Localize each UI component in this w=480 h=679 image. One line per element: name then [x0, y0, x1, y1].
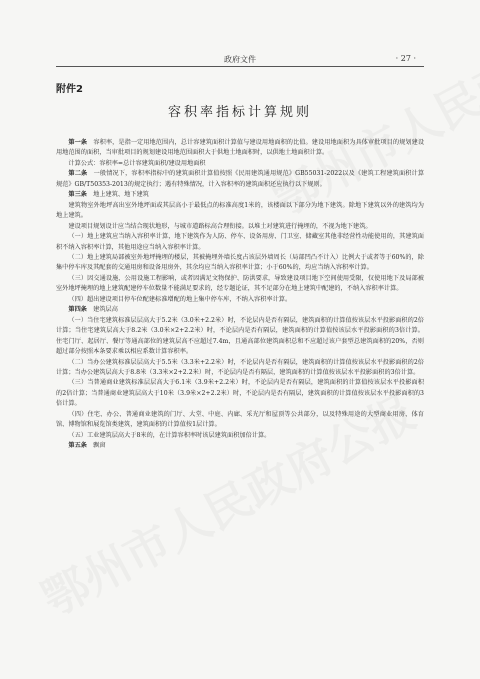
article-heading: 第二条	[68, 170, 88, 178]
body-paragraph	[56, 295, 424, 305]
body-paragraph	[56, 378, 424, 409]
article-heading: 第一条	[68, 139, 88, 146]
body-paragraph	[56, 305, 424, 315]
paragraph-text: （一）当住宅建筑标准层层高大于5.2米（3.0米+2.2米）时，不论层内是否有隔层，建筑面积的计算值按该层水平投影面积的2倍计算；当住宅建筑层高大于8.2米（3.0米×2+2.2米）时，不论层内是否有隔层，建筑面积的计算值按该层水平投影面积的3倍计算。住宅门厅、起居厅、餐厅等通高部位的建筑层高不应超过7.4m，且通高部位建筑面积总和不应超过该户套型总建筑面积的20%，否则超过部分按照本条要求乘以相应系数计算容积率。	[56, 316, 424, 356]
body-paragraph	[56, 138, 424, 159]
body-paragraph	[56, 169, 424, 190]
paragraph-text: （五）工业建筑层高大于8米的，在计算容积率时该层建筑面积加倍计算。	[68, 431, 271, 439]
body-paragraph	[56, 253, 424, 274]
body-paragraph	[56, 316, 424, 358]
paragraph-text: 飘窗	[93, 442, 106, 450]
appendix-label: 附件2	[56, 84, 83, 95]
body-paragraph	[56, 274, 424, 295]
body-paragraph	[56, 222, 424, 232]
header-divider	[56, 66, 424, 67]
paragraph-text: 建筑物室外地坪高出室外地坪面或其层高小于最低点的标准高度1米的，该楼面以下部分为地下建筑。除地下建筑以外的建筑均为地上建筑。	[56, 201, 424, 220]
body-paragraph	[56, 232, 424, 253]
paragraph-text: （一）地上建筑应当纳入容积率计算，地下建筑作为人防、停车、设备用房、门卫室、储藏室其他非经营性功能使用的，其建筑面积不纳入容积率计算，其他用途应当纳入容积率计算。	[56, 233, 424, 251]
paragraph-text: 容积率，是指一定用地范围内，总计容建筑面积计算值与建设用地面积的比值。建设用地面积为具体审批项目的规划建设用地范围的面积，当审批项目的规划建设用地范围面积大于供地土地面积时，以供地土地面积计算。	[56, 139, 425, 157]
body-paragraph	[56, 190, 424, 200]
running-header-title: 政府文件	[224, 55, 256, 64]
body-paragraph	[56, 201, 424, 222]
paragraph-text: （二）当办公建筑标准层层高大于5.5米（3.3米+2.2米）时，不论层内是否有隔层，建筑面积的计算值按该层水平投影面积的2倍计算；当办公建筑层高大于8.8米（3.3米×2+2.2米）时，不论层内是否有隔层，建筑面积的计算值按该层水平投影面积的3倍计算。	[56, 358, 424, 376]
paragraph-text: （三）因交通设施、公用设施工程影响，或者因满足文物保护、防洪要求，导致建设项目地下空间使用受限，仅使用地下及局部被室外地坪掩埋的地上建筑配建停车位数量不能满足要求的，经专题论证，其不足部分在地上建筑中配建的，不纳入容积率计算。	[56, 274, 424, 293]
paragraph-text: 建设项目规划设计应当结合现状地形，与城市道路标高合理衔接。以堆土对建筑进行掩埋的，不视为地下建筑。	[68, 222, 372, 230]
paragraph-text: （四）超出建设项目停车位配建标准增配的地上集中停车库，不纳入容积率计算。	[68, 295, 292, 303]
paragraph-text: （四）住宅、办公、普通商业建筑的门厅、大堂、中庭、内廊、采光厅和屋顶等公共部分，以及特殊用途的大型商业用房、体育馆、博物馆和展览馆类建筑，建筑面积的计算值按1层计算。	[56, 410, 424, 429]
article-heading: 第三条	[68, 191, 87, 199]
body-paragraph	[56, 159, 424, 169]
article-heading: 第五条	[68, 442, 87, 450]
document-body	[56, 138, 424, 452]
body-paragraph	[56, 358, 424, 379]
body-paragraph	[56, 431, 424, 441]
paragraph-text: （二）地上建筑局部被室外地坪掩埋的楼层，其被掩埋外墙长度占该层外墙周长（局部凹凸不计入）比例大于或者等于60%的，除集中停车库及其配套的交通用房和设备用房外，其余均应当纳入容积率计算；小于60%的，均应当纳入容积率计算。	[56, 253, 424, 272]
paragraph-text: （三）当普通商业建筑标准层层高大于6.1米（3.9米+2.2米）时，不论层内是否有隔层，建筑面积的计算值按该层水平投影面积的2倍计算；当普通商业建筑层高大于10米（3.9米×2+2.2米）时，不论层内是否有隔层，建筑面积的计算值按该层水平投影面积的3倍计算。	[56, 379, 424, 408]
body-paragraph	[56, 441, 424, 451]
page-number: · 27 ·	[395, 54, 416, 63]
paragraph-text: 建筑层高	[93, 306, 118, 314]
body-paragraph	[56, 410, 424, 431]
paragraph-text: 地上建筑、地下建筑	[93, 191, 149, 199]
paragraph-text: 一般情况下，容积率指标中的建筑面积计算值按照《民用建筑通用规范》GB55031-2022以及《建筑工程建筑面积计算规范》GB/T50353-2013的规定执行；遇有特殊情况，计入容积率的建筑面积还应执行以下规则。	[56, 170, 425, 188]
article-heading: 第四条	[68, 306, 87, 314]
document-title: 容积率指标计算规则	[167, 105, 312, 120]
paragraph-text: 计算公式：容积率=总计容建筑面积/建设用地面积	[68, 159, 206, 167]
